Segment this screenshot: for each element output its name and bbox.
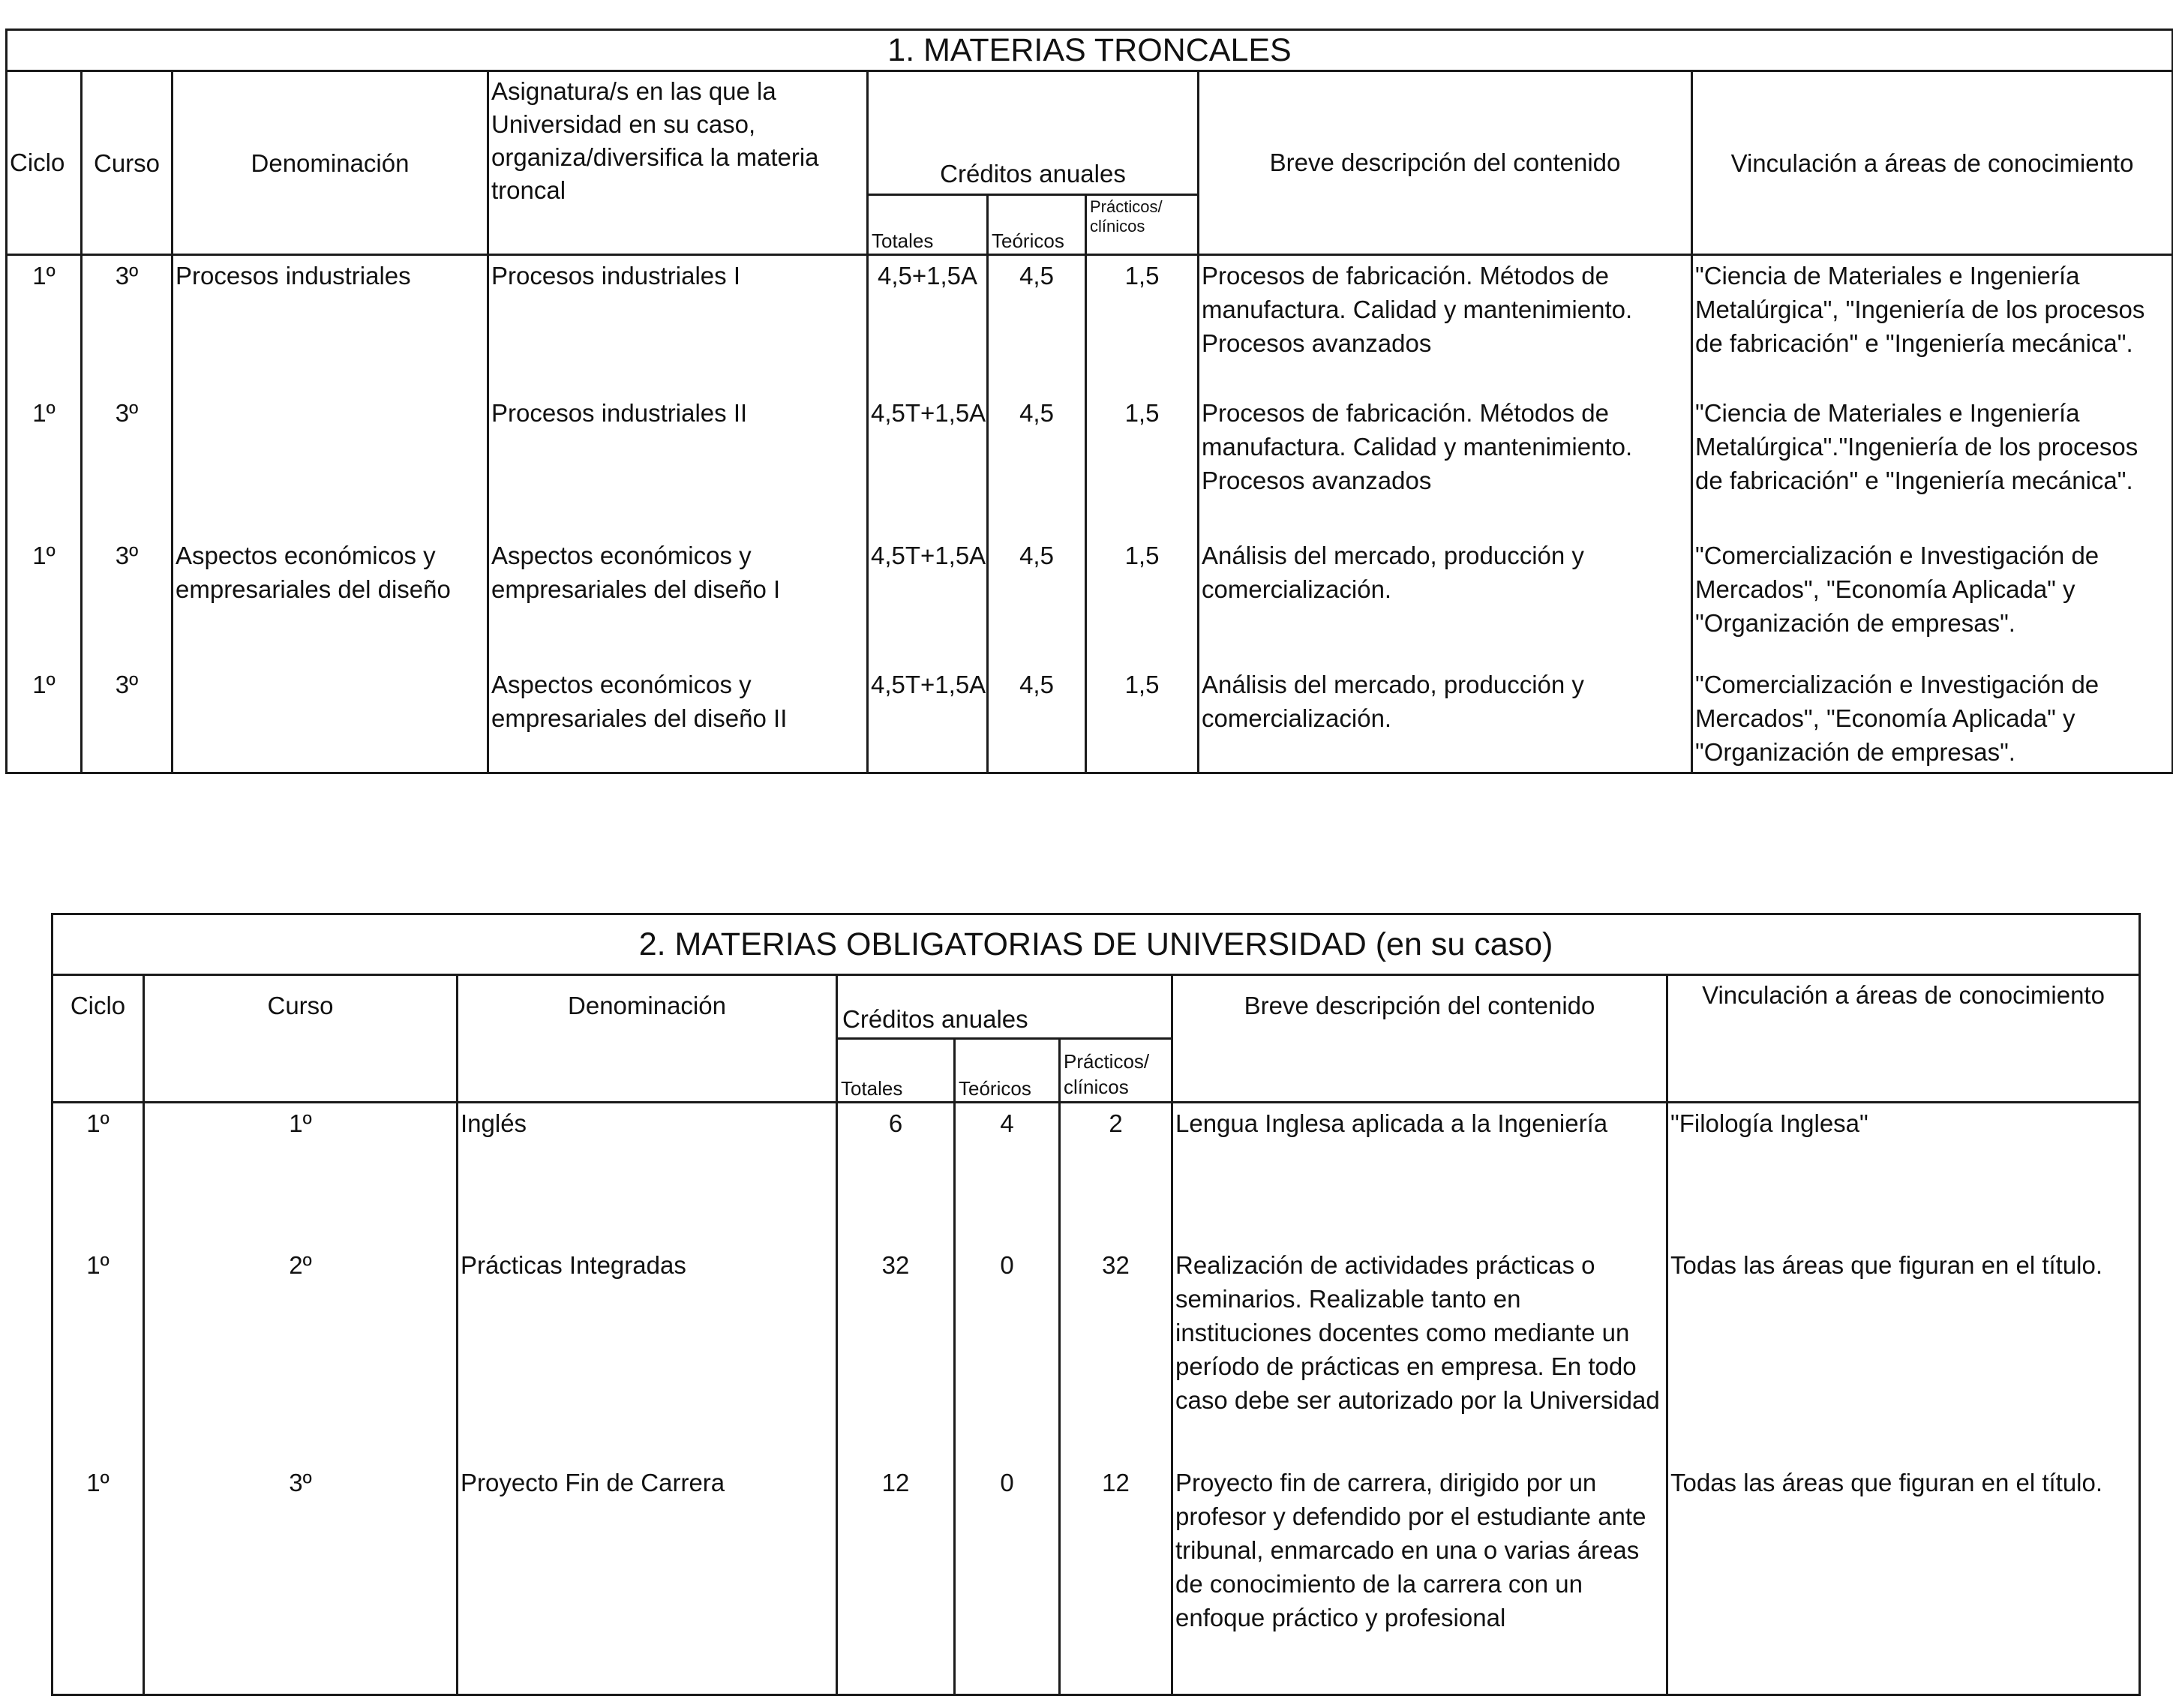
header-creditos: Créditos anuales [868, 71, 1199, 195]
header-ciclo: Ciclo [53, 975, 144, 1103]
cell-teoricos: 0 [955, 1463, 1060, 1695]
obligatorias-title: 2. MATERIAS OBLIGATORIAS DE UNIVERSIDAD (en su caso) [53, 914, 2140, 975]
table-row [53, 1463, 2140, 1695]
cell-curso: 3º [82, 665, 173, 773]
materias-obligatorias-table [51, 913, 2141, 1696]
cell-totales: 4,5T+1,5A [868, 665, 988, 773]
header-vinculacion: Vinculación a áreas de conocimiento [1692, 71, 2173, 255]
header-practicos: Prácticos/ clínicos [1060, 1039, 1172, 1103]
table-row [7, 393, 2173, 536]
cell-vinculacion: Todas las áreas que figuran en el título. [1667, 1463, 2140, 1695]
cell-asignatura: Aspectos económicos y empresariales del diseño I [488, 536, 868, 665]
table-row [7, 665, 2173, 773]
cell-ciclo: 1º [53, 1245, 144, 1463]
cell-practicos: 1,5 [1086, 536, 1199, 665]
cell-denominacion: Proyecto Fin de Carrera [458, 1463, 837, 1695]
cell-descripcion: Proyecto fin de carrera, dirigido por un profesor y defendido por el estudiante ante tribunal, enmarcado en una o varias áreas de conocimiento de la carrera con un enfoque práctico y profesional [1172, 1463, 1667, 1695]
header-curso: Curso [82, 71, 173, 255]
table-row [7, 255, 2173, 393]
cell-denominacion: Procesos industriales [173, 255, 488, 393]
cell-practicos: 1,5 [1086, 665, 1199, 773]
cell-vinculacion: Todas las áreas que figuran en el título. [1667, 1245, 2140, 1463]
cell-ciclo: 1º [7, 393, 82, 536]
cell-totales: 6 [837, 1103, 955, 1245]
cell-teoricos: 4 [955, 1103, 1060, 1245]
cell-descripcion: Lengua Inglesa aplicada a la Ingeniería [1172, 1103, 1667, 1245]
cell-vinculacion: "Comercialización e Investigación de Mercados", "Economía Aplicada" y "Organización de empresas". [1692, 536, 2173, 665]
cell-totales: 32 [837, 1245, 955, 1463]
header-teoricos: Teóricos [988, 195, 1086, 255]
cell-practicos: 1,5 [1086, 255, 1199, 393]
cell-totales: 4,5T+1,5A [868, 393, 988, 536]
cell-practicos: 2 [1060, 1103, 1172, 1245]
cell-asignatura: Procesos industriales I [488, 255, 868, 393]
cell-descripcion: Análisis del mercado, producción y comercialización. [1199, 665, 1692, 773]
cell-ciclo: 1º [7, 536, 82, 665]
cell-vinculacion: "Ciencia de Materiales e Ingeniería Metalúrgica", "Ingeniería de los procesos de fabricación" e "Ingeniería mecánica". [1692, 255, 2173, 393]
cell-descripcion: Análisis del mercado, producción y comercialización. [1199, 536, 1692, 665]
cell-totales: 4,5T+1,5A [868, 536, 988, 665]
header-totales: Totales [868, 195, 988, 255]
cell-practicos: 32 [1060, 1245, 1172, 1463]
cell-curso: 2º [144, 1245, 458, 1463]
cell-ciclo: 1º [53, 1463, 144, 1695]
table-row [7, 536, 2173, 665]
cell-vinculacion: "Comercialización e Investigación de Mercados", "Economía Aplicada" y "Organización de empresas". [1692, 665, 2173, 773]
cell-curso: 3º [144, 1463, 458, 1695]
cell-totales: 12 [837, 1463, 955, 1695]
cell-totales: 4,5+1,5A [868, 255, 988, 393]
cell-denominacion [173, 393, 488, 536]
header-denominacion: Denominación [173, 71, 488, 255]
cell-ciclo: 1º [7, 255, 82, 393]
cell-curso: 3º [82, 393, 173, 536]
header-curso: Curso [144, 975, 458, 1103]
cell-curso: 1º [144, 1103, 458, 1245]
cell-ciclo: 1º [53, 1103, 144, 1245]
header-vinculacion: Vinculación a áreas de conocimiento [1667, 975, 2140, 1103]
header-asignatura: Asignatura/s en las que la Universidad en su caso, organiza/diversifica la materia troncal [488, 71, 868, 255]
cell-denominacion: Prácticas Integradas [458, 1245, 837, 1463]
cell-teoricos: 4,5 [988, 393, 1086, 536]
cell-descripcion: Procesos de fabricación. Métodos de manufactura. Calidad y mantenimiento. Procesos avanzados [1199, 393, 1692, 536]
table-row [53, 1103, 2140, 1245]
cell-vinculacion: "Ciencia de Materiales e Ingeniería Metalúrgica"."Ingeniería de los procesos de fabricación" e "Ingeniería mecánica". [1692, 393, 2173, 536]
cell-teoricos: 4,5 [988, 536, 1086, 665]
header-descripcion: Breve descripción del contenido [1172, 975, 1667, 1103]
header-ciclo: Ciclo [7, 71, 82, 255]
header-denominacion: Denominación [458, 975, 837, 1103]
cell-vinculacion: "Filología Inglesa" [1667, 1103, 2140, 1245]
cell-descripcion: Procesos de fabricación. Métodos de manufactura. Calidad y mantenimiento. Procesos avanzados [1199, 255, 1692, 393]
cell-denominacion: Aspectos económicos y empresariales del diseño [173, 536, 488, 665]
cell-denominacion [173, 665, 488, 773]
cell-teoricos: 4,5 [988, 255, 1086, 393]
cell-descripcion: Realización de actividades prácticas o seminarios. Realizable tanto en instituciones docentes como mediante un período de prácticas en empresa. En todo caso debe ser autorizado por la Universidad [1172, 1245, 1667, 1463]
cell-practicos: 12 [1060, 1463, 1172, 1695]
header-totales: Totales [837, 1039, 955, 1103]
header-creditos: Créditos anuales [837, 975, 1172, 1039]
cell-curso: 3º [82, 255, 173, 393]
cell-asignatura: Aspectos económicos y empresariales del diseño II [488, 665, 868, 773]
cell-curso: 3º [82, 536, 173, 665]
cell-teoricos: 0 [955, 1245, 1060, 1463]
cell-practicos: 1,5 [1086, 393, 1199, 536]
troncales-title: 1. MATERIAS TRONCALES [7, 30, 2173, 71]
cell-denominacion: Inglés [458, 1103, 837, 1245]
materias-troncales-table [5, 29, 2173, 774]
cell-ciclo: 1º [7, 665, 82, 773]
cell-teoricos: 4,5 [988, 665, 1086, 773]
table-row [53, 1245, 2140, 1463]
header-teoricos: Teóricos [955, 1039, 1060, 1103]
cell-asignatura: Procesos industriales II [488, 393, 868, 536]
header-practicos: Prácticos/ clínicos [1086, 195, 1199, 255]
header-descripcion: Breve descripción del contenido [1199, 71, 1692, 255]
